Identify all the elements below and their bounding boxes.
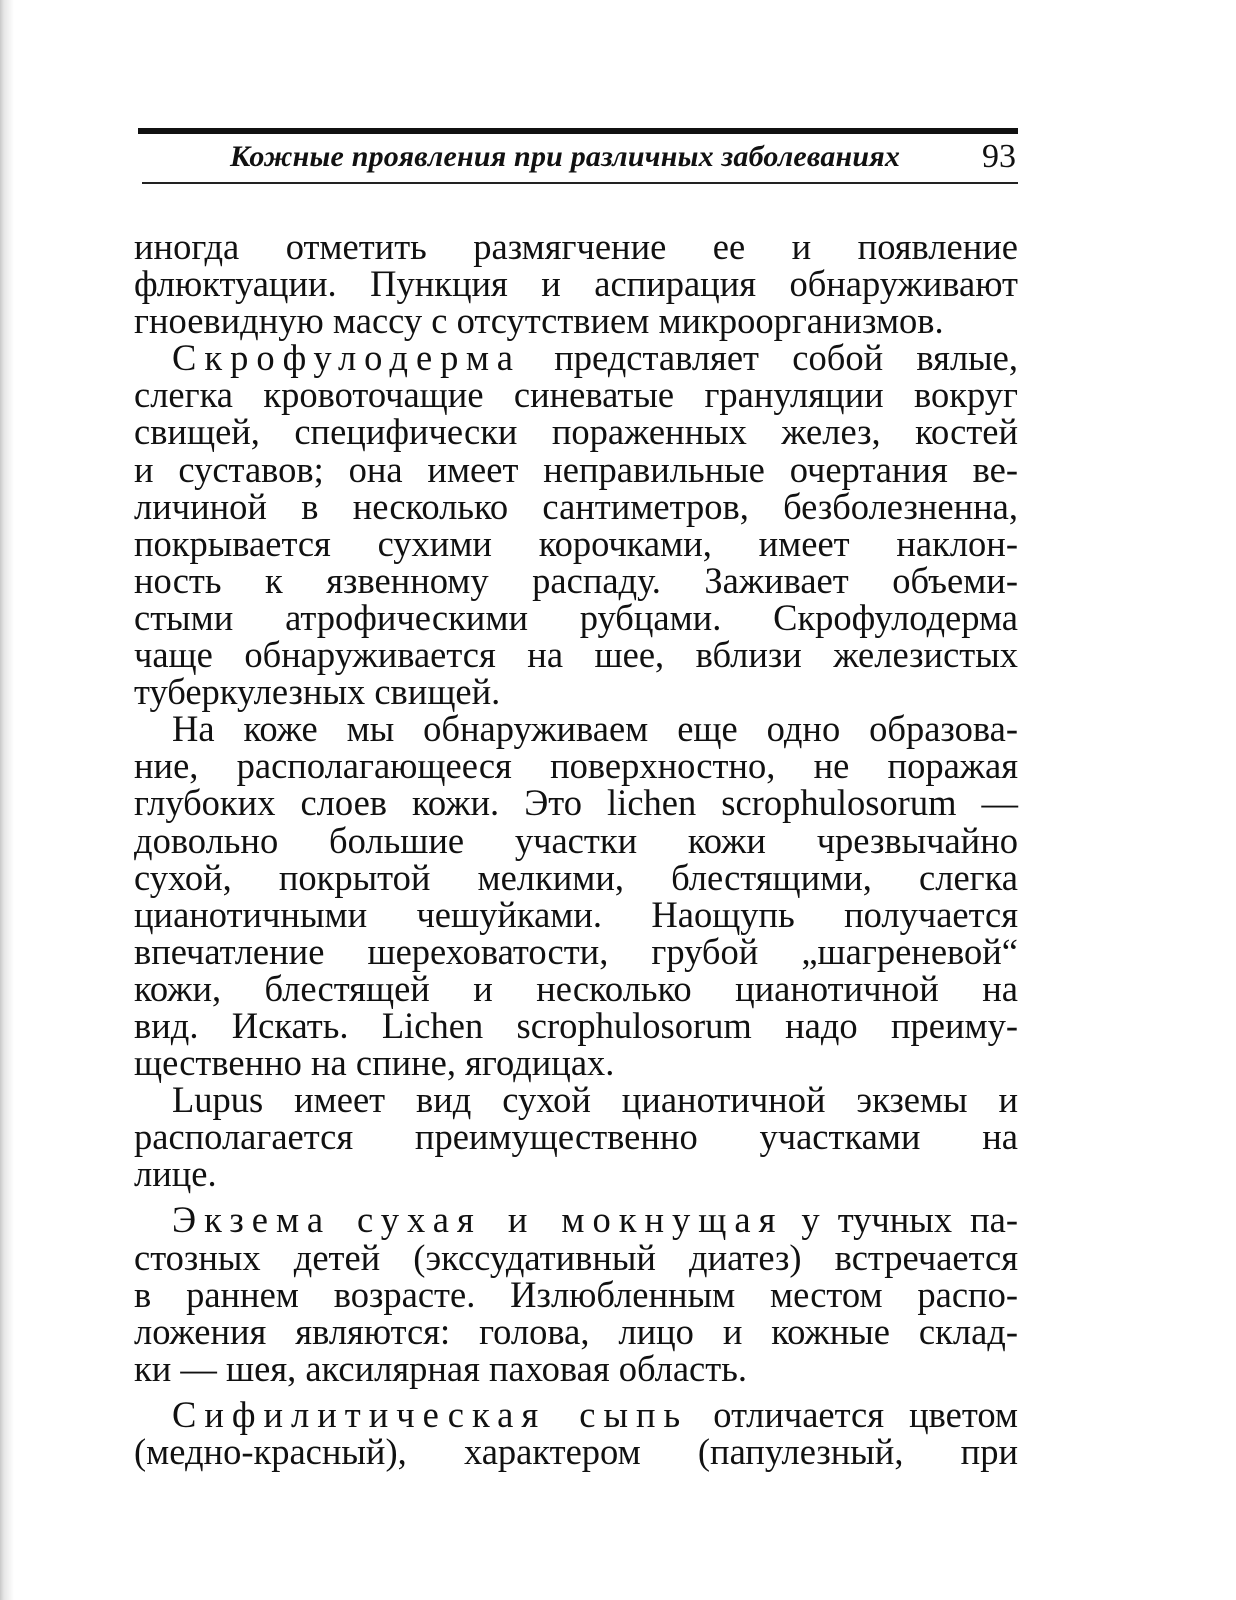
text-line: располагается преимущественно участками на (134, 1116, 1018, 1158)
text-line: глубоких слоев кожи. Это lichen scrophulosorum — (134, 782, 1018, 824)
text-line: личиной в несколько сантиметров, безболезненна, (134, 485, 1018, 527)
text-line: ность к язвенному распаду. Заживает объеми- (134, 559, 1018, 601)
text-fragment: у тучных па- (801, 1199, 1019, 1241)
text-line: свищей, специфически пораженных желез, костей (134, 411, 1018, 453)
paragraph (134, 1079, 1018, 1195)
text-line: слегка кровоточащие синеватые грануляции вокруг (134, 374, 1018, 416)
header-rule-bottom (142, 182, 1018, 184)
body-text (134, 228, 1018, 1470)
text-line: покрывается сухими корочками, имеет наклон- (134, 522, 1018, 564)
text-line (134, 1199, 1019, 1241)
page-left-edge (0, 0, 14, 1600)
text-line: стозных детей (экссудативный диатез) встречается (134, 1236, 1018, 1278)
text-line: ние, располагающееся поверхностно, не поражая (134, 745, 1018, 787)
paragraph (134, 337, 1019, 713)
text-line: (медно-красный), характером (папулезный, при (134, 1431, 1018, 1472)
text-line: кожи, блестящей и несколько цианотичной на (134, 967, 1018, 1009)
text-line: вид. Искать. Lichen scrophulosorum надо преиму- (134, 1004, 1018, 1046)
page-number: 93 (982, 138, 1016, 175)
text-line: гноевидную массу с отсутствием микроорганизмов. (134, 300, 944, 342)
text-line: чаще обнаруживается на шее, вблизи железистых (134, 634, 1018, 676)
text-line: впечатление шереховатости, грубой „шагреневой“ (134, 930, 1018, 972)
text-line (134, 337, 1019, 379)
text-line: лице. (134, 1153, 217, 1195)
text-line: флюктуации. Пункция и аспирация обнаруживают (134, 263, 1018, 305)
text-line: щественно на спине, ягодицах. (134, 1042, 615, 1084)
text-line: На коже мы обнаруживаем еще одно образова- (172, 708, 1018, 750)
book-page (134, 128, 1018, 1470)
text-line: и суставов; она имеет неправильные очертания ве- (134, 448, 1018, 490)
text-line: иногда отметить размягчение ее и появление (134, 226, 1018, 267)
text-line: Lupus имеет вид сухой цианотичной экземы и (172, 1079, 1018, 1121)
text-fragment: отличается цветом (713, 1393, 1018, 1435)
paragraph (134, 708, 1018, 1084)
text-line: ложения являются: голова, лицо и кожные склад- (134, 1310, 1018, 1352)
text-line (134, 1393, 1018, 1435)
paragraph (134, 1393, 1018, 1472)
text-line: в раннем возрасте. Излюбленным местом распо- (134, 1273, 1018, 1315)
text-line: цианотичными чешуйками. Наощупь получается (134, 893, 1018, 935)
running-head (134, 134, 1018, 182)
text-line: туберкулезных свищей. (134, 671, 501, 713)
running-title: Кожные проявления при различных заболеваниях (230, 140, 901, 173)
text-line: сухой, покрытой мелкими, блестящими, слегка (134, 856, 1018, 898)
text-fragment: представляет собой вялые, (554, 337, 1019, 379)
text-line: стыми атрофическими рубцами. Скрофулодерма (134, 596, 1018, 638)
paragraph (134, 1199, 1019, 1389)
spaced-term: Скрофулодерма (172, 337, 521, 379)
spaced-term: Экзема сухая и мокнущая (172, 1199, 784, 1241)
spaced-term: Сифилитическая сыпь (172, 1393, 689, 1435)
text-line: довольно большие участки кожи чрезвычайно (134, 819, 1018, 861)
text-line: ки — шея, аксилярная паховая область. (134, 1347, 747, 1389)
paragraph (134, 226, 1018, 342)
